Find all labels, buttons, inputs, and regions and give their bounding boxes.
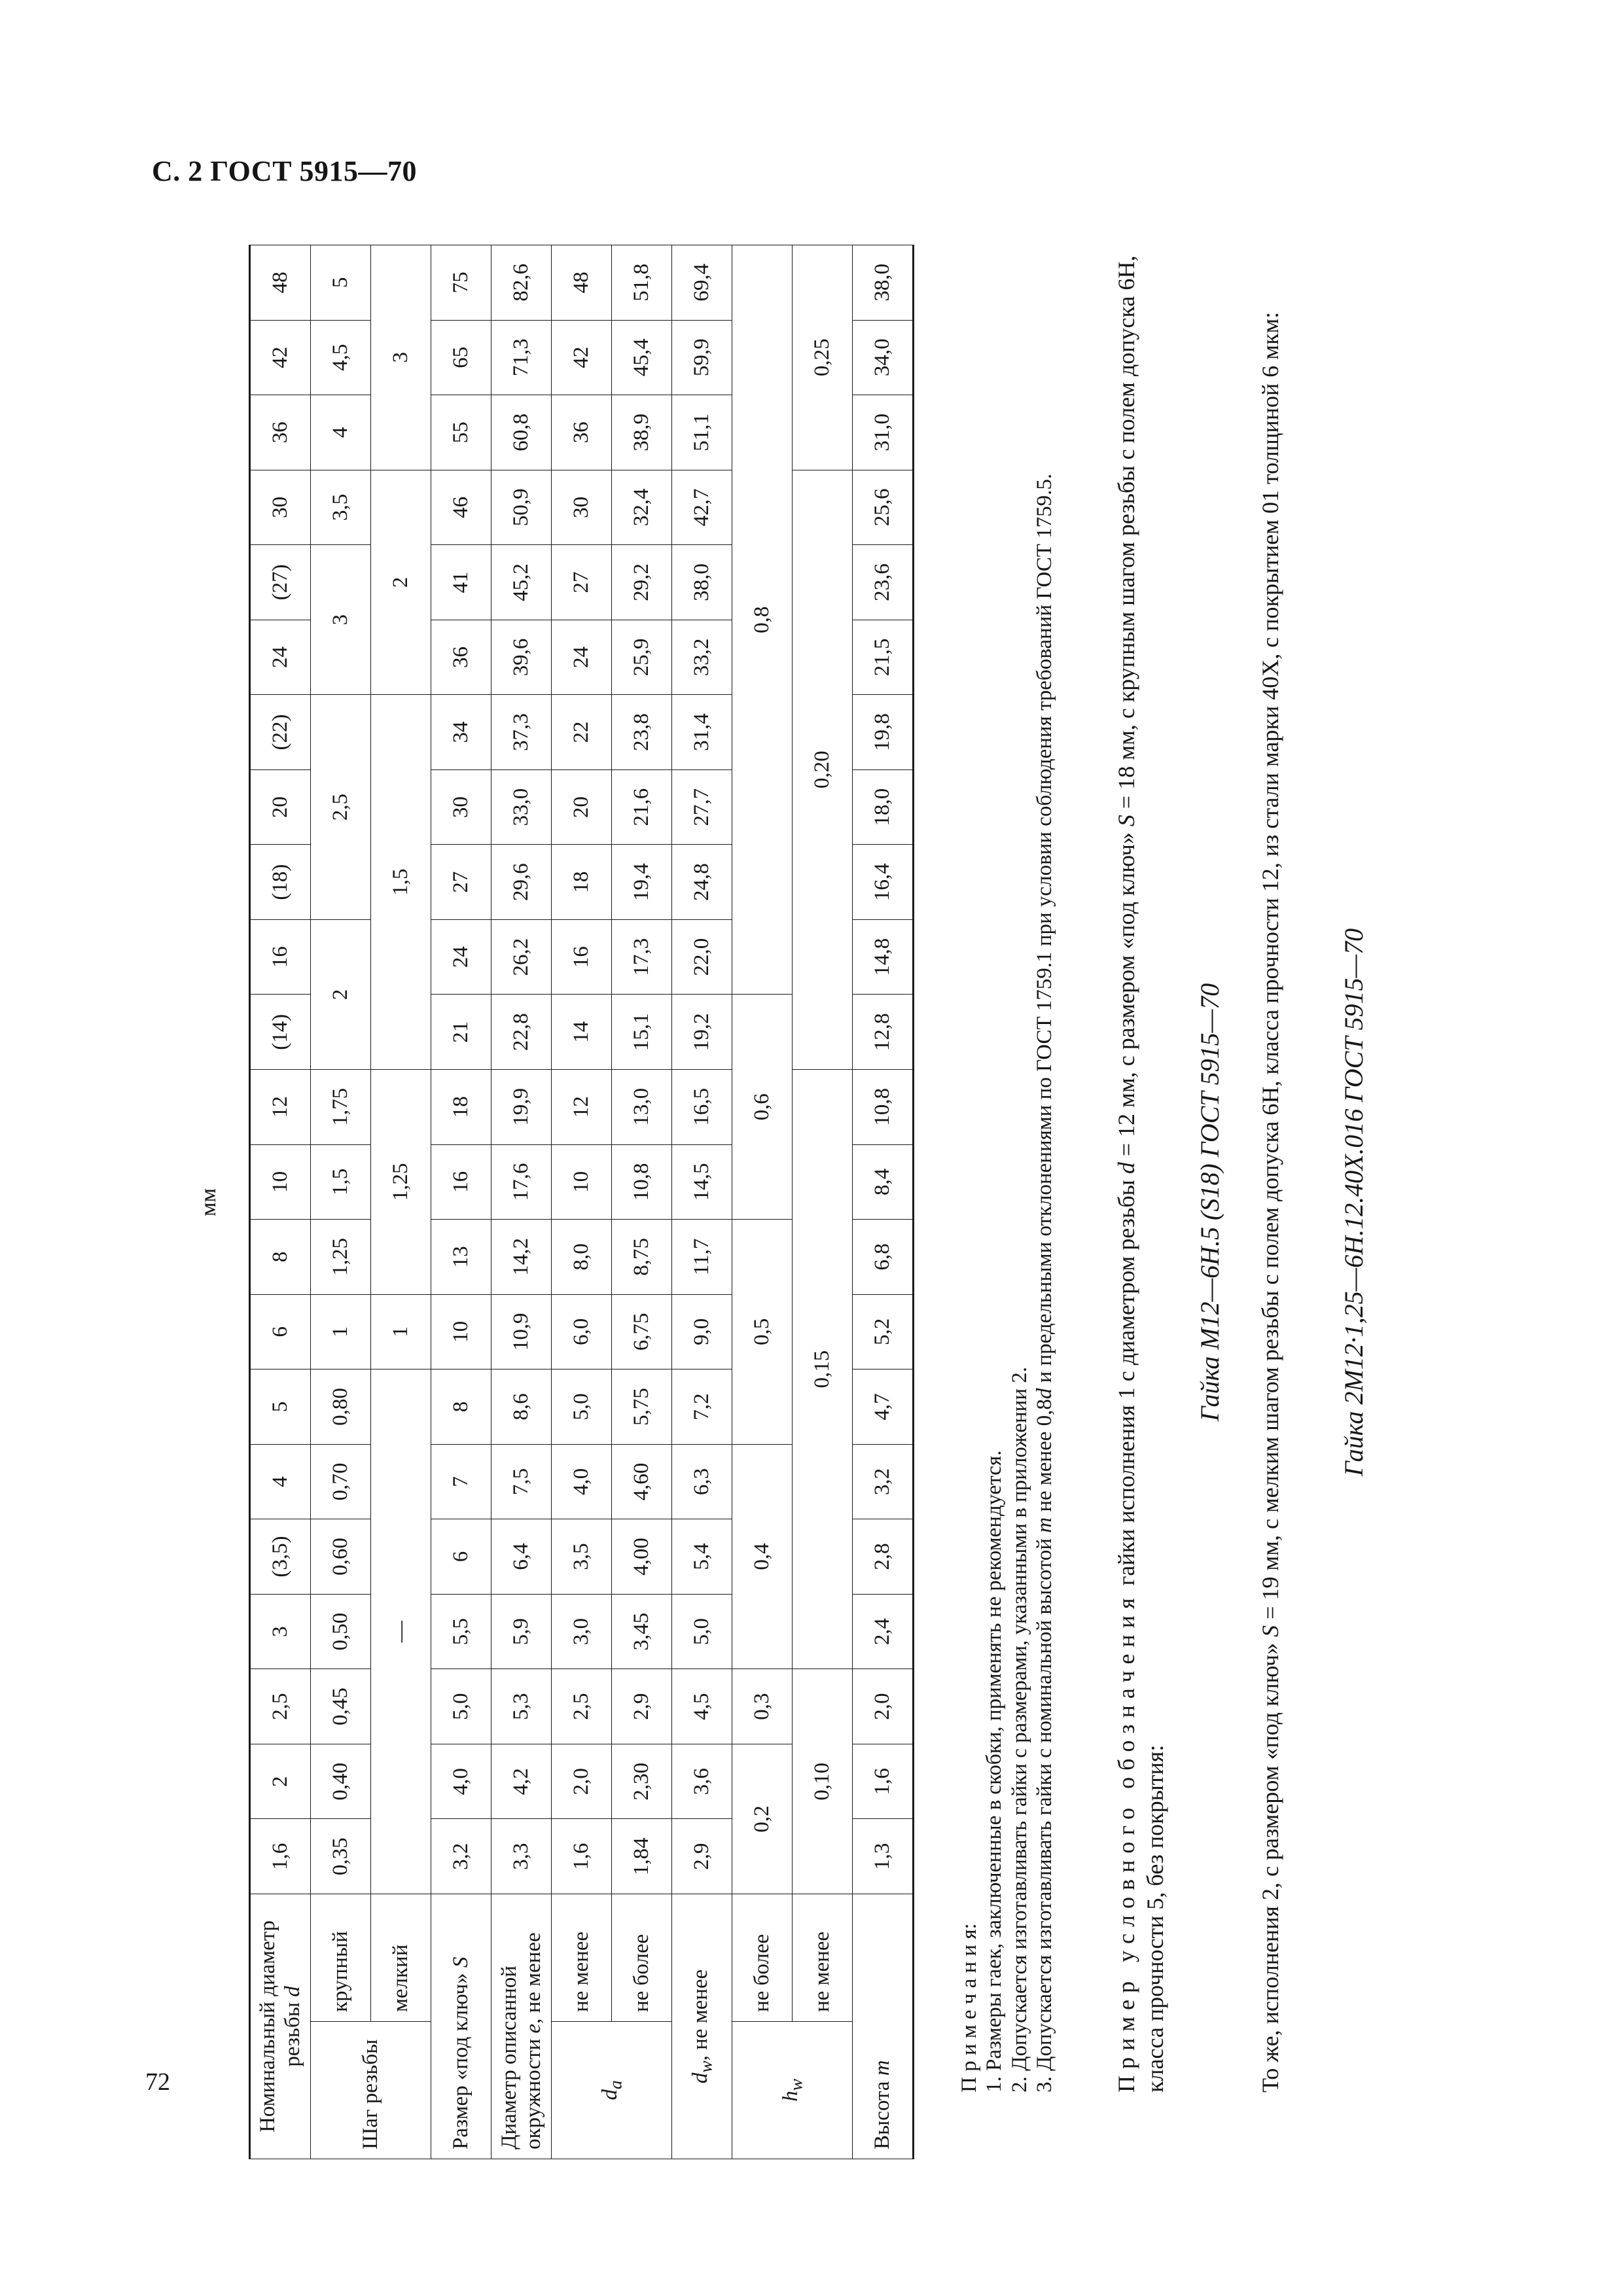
pitch-coarse-cell: 0,35 <box>311 1819 371 1894</box>
da-min-cell: 1,6 <box>552 1819 612 1894</box>
example-1-text: Пример условного обозначения гайки исполнения 1 с диаметром резьбы d = 12 мм, с размером «под ключ» S = 18 мм, с крупным шагом резьбы с полем допуска 6Н, класса прочности 5, без покрытия: <box>1113 255 1168 2093</box>
da-max-cell: 10,8 <box>612 1144 672 1220</box>
da-max-cell: 15,1 <box>612 995 672 1070</box>
row-pitch-fine <box>371 245 431 2159</box>
da-max-cell: 6,75 <box>612 1294 672 1369</box>
dw-min-cell: 7,2 <box>672 1369 732 1445</box>
circle-diameter-cell: 82,6 <box>491 245 552 320</box>
pitch-coarse-cell: 3,5 <box>311 470 371 545</box>
row-dw-min <box>672 245 732 2159</box>
row-nominal-diameter <box>250 245 311 2159</box>
notes-block <box>957 250 1057 2147</box>
hw-max-cell: 0,5 <box>732 1220 793 1445</box>
diameter-cell: 5 <box>250 1369 311 1445</box>
height-cell: 23,6 <box>853 545 914 620</box>
diameter-cell: 4 <box>250 1444 311 1519</box>
circle-diameter-cell: 6,4 <box>491 1519 552 1595</box>
notes-heading: П р и м е ч а н и я: <box>957 1923 981 2093</box>
diameter-cell: 6 <box>250 1294 311 1369</box>
dw-min-cell: 42,7 <box>672 470 732 545</box>
da-min-cell: 10 <box>552 1144 612 1220</box>
wrench-size-cell: 18 <box>431 1069 491 1144</box>
diameter-cell: (18) <box>250 845 311 920</box>
circle-diameter-cell: 5,3 <box>491 1669 552 1744</box>
da-max-cell: 51,8 <box>612 245 672 320</box>
pitch-fine-cell: 1,5 <box>371 695 431 1070</box>
designation-example-1 <box>1113 250 1170 2147</box>
height-cell: 38,0 <box>853 245 914 320</box>
hw-max-cell: 0,4 <box>732 1444 793 1669</box>
height-cell: 3,2 <box>853 1444 914 1519</box>
label-da: $d_a$ <box>552 2022 672 2159</box>
pitch-coarse-cell: 5 <box>311 245 371 320</box>
label-hw-not-less: не менее <box>793 1894 853 2022</box>
wrench-size-cell: 46 <box>431 470 491 545</box>
note-2: 2. Допускается изготавливать гайки с размерами, указанными в приложении 2. <box>1007 1367 1031 2093</box>
pitch-coarse-cell: 3 <box>311 545 371 695</box>
da-max-cell: 5,75 <box>612 1369 672 1445</box>
diameter-cell: 36 <box>250 395 311 470</box>
dw-min-cell: 27,7 <box>672 769 732 845</box>
dw-min-cell: 6,3 <box>672 1444 732 1519</box>
designation-1: Гайка М12—6Н.5 (S18) ГОСТ 5915—70 <box>1195 983 1224 1422</box>
pitch-coarse-cell: 1 <box>311 1294 371 1369</box>
pitch-coarse-cell: 1,75 <box>311 1069 371 1144</box>
da-max-cell: 13,0 <box>612 1069 672 1144</box>
diameter-cell: 12 <box>250 1069 311 1144</box>
height-cell: 1,6 <box>853 1744 914 1819</box>
da-min-cell: 14 <box>552 995 612 1070</box>
height-cell: 34,0 <box>853 320 914 395</box>
wrench-size-cell: 24 <box>431 919 491 995</box>
pitch-coarse-cell: 1,5 <box>311 1144 371 1220</box>
da-max-cell: 32,4 <box>612 470 672 545</box>
wrench-size-cell: 65 <box>431 320 491 395</box>
diameter-cell: 3 <box>250 1594 311 1669</box>
label-dw: $d_w$, не менее <box>672 1894 732 2159</box>
diameter-cell: 1,6 <box>250 1819 311 1894</box>
wrench-size-cell: 3,2 <box>431 1819 491 1894</box>
pitch-fine-cell: — <box>371 1369 431 1894</box>
da-min-cell: 42 <box>552 320 612 395</box>
note-1: 1. Размеры гаек, заключенные в скобки, применять не рекомендуется. <box>982 1450 1007 2093</box>
circle-diameter-cell: 14,2 <box>491 1220 552 1295</box>
pitch-coarse-cell: 2,5 <box>311 695 371 920</box>
height-cell: 6,8 <box>853 1220 914 1295</box>
dw-min-cell: 5,4 <box>672 1519 732 1595</box>
wrench-size-cell: 8 <box>431 1369 491 1445</box>
diameter-cell: 2 <box>250 1744 311 1819</box>
da-max-cell: 17,3 <box>612 919 672 995</box>
wrench-size-cell: 6 <box>431 1519 491 1595</box>
pitch-fine-cell: 2 <box>371 470 431 695</box>
dw-min-cell: 31,4 <box>672 695 732 770</box>
dw-min-cell: 16,5 <box>672 1069 732 1144</box>
hw-max-cell: 0,2 <box>732 1744 793 1894</box>
label-coarse: крупный <box>311 1894 371 2022</box>
da-min-cell: 20 <box>552 769 612 845</box>
diameter-cell: 48 <box>250 245 311 320</box>
da-max-cell: 1,84 <box>612 1819 672 1894</box>
height-cell: 4,7 <box>853 1369 914 1445</box>
height-cell: 31,0 <box>853 395 914 470</box>
circle-diameter-cell: 45,2 <box>491 545 552 620</box>
label-wrench-size: Размер «под ключ» S <box>431 1894 491 2159</box>
diameter-cell: (14) <box>250 995 311 1070</box>
row-height <box>853 245 914 2159</box>
da-min-cell: 22 <box>552 695 612 770</box>
diameter-cell: 2,5 <box>250 1669 311 1744</box>
da-min-cell: 12 <box>552 1069 612 1144</box>
circle-diameter-cell: 22,8 <box>491 995 552 1070</box>
da-max-cell: 45,4 <box>612 320 672 395</box>
label-hw: $h_w$ <box>732 2022 853 2159</box>
hw-min-cell: 0,20 <box>793 470 853 1069</box>
label-da-not-more: не более <box>612 1894 672 2022</box>
diameter-cell: 16 <box>250 919 311 995</box>
da-min-cell: 2,0 <box>552 1744 612 1819</box>
wrench-size-cell: 13 <box>431 1220 491 1295</box>
da-min-cell: 30 <box>552 470 612 545</box>
dw-min-cell: 69,4 <box>672 245 732 320</box>
row-circle-diameter <box>491 245 552 2159</box>
label-height: Высота m <box>853 1894 914 2159</box>
da-min-cell: 24 <box>552 620 612 695</box>
hw-min-cell: 0,15 <box>793 1069 853 1669</box>
row-wrench-size <box>431 245 491 2159</box>
da-min-cell: 8,0 <box>552 1220 612 1295</box>
pitch-coarse-cell: 0,50 <box>311 1594 371 1669</box>
wrench-size-cell: 27 <box>431 845 491 920</box>
dw-min-cell: 19,2 <box>672 995 732 1070</box>
circle-diameter-cell: 60,8 <box>491 395 552 470</box>
height-cell: 8,4 <box>853 1144 914 1220</box>
height-cell: 18,0 <box>853 769 914 845</box>
circle-diameter-cell: 8,6 <box>491 1369 552 1445</box>
wrench-size-cell: 55 <box>431 395 491 470</box>
pitch-coarse-cell: 0,60 <box>311 1519 371 1595</box>
height-cell: 2,0 <box>853 1669 914 1744</box>
hw-max-cell: 0,3 <box>732 1669 793 1744</box>
diameter-cell: 24 <box>250 620 311 695</box>
dw-min-cell: 2,9 <box>672 1819 732 1894</box>
row-hw-max <box>732 245 793 2159</box>
diameter-cell: 20 <box>250 769 311 845</box>
wrench-size-cell: 10 <box>431 1294 491 1369</box>
row-da-max <box>612 245 672 2159</box>
dw-min-cell: 51,1 <box>672 395 732 470</box>
da-max-cell: 8,75 <box>612 1220 672 1295</box>
wrench-size-cell: 30 <box>431 769 491 845</box>
dw-min-cell: 33,2 <box>672 620 732 695</box>
dw-min-cell: 5,0 <box>672 1594 732 1669</box>
pitch-coarse-cell: 0,45 <box>311 1669 371 1744</box>
da-max-cell: 21,6 <box>612 769 672 845</box>
height-cell: 2,4 <box>853 1594 914 1669</box>
dw-min-cell: 4,5 <box>672 1669 732 1744</box>
dw-min-cell: 3,6 <box>672 1744 732 1819</box>
diameter-cell: 8 <box>250 1220 311 1295</box>
dimensions-table <box>249 245 914 2159</box>
circle-diameter-cell: 50,9 <box>491 470 552 545</box>
da-min-cell: 36 <box>552 395 612 470</box>
dw-min-cell: 24,8 <box>672 845 732 920</box>
diameter-cell: 10 <box>250 1144 311 1220</box>
height-cell: 5,2 <box>853 1294 914 1369</box>
wrench-size-cell: 5,0 <box>431 1669 491 1744</box>
label-thread-pitch: Шаг резьбы <box>311 2022 431 2159</box>
hw-max-cell: 0,8 <box>732 245 793 994</box>
da-min-cell: 3,5 <box>552 1519 612 1595</box>
page-number: 72 <box>145 2068 170 2096</box>
height-cell: 2,8 <box>853 1519 914 1595</box>
height-cell: 16,4 <box>853 845 914 920</box>
circle-diameter-cell: 4,2 <box>491 1744 552 1819</box>
da-min-cell: 6,0 <box>552 1294 612 1369</box>
dw-min-cell: 11,7 <box>672 1220 732 1295</box>
designation-example-2 <box>1257 250 1285 2147</box>
hw-max-cell: 0,6 <box>732 995 793 1220</box>
hw-min-cell: 0,25 <box>793 245 853 470</box>
height-cell: 1,3 <box>853 1819 914 1894</box>
da-max-cell: 23,8 <box>612 695 672 770</box>
hw-min-cell: 0,10 <box>793 1669 853 1894</box>
circle-diameter-cell: 37,3 <box>491 695 552 770</box>
example-2-text: То же, исполнения 2, с размером «под ключ» S = 19 мм, с мелким шагом резьбы с полем допуска 6Н, класса прочности 12, из стали марки 40Х, с покрытием 01 толщиной 6 мкм: <box>1257 311 1283 2093</box>
diameter-cell: (27) <box>250 545 311 620</box>
circle-diameter-cell: 29,6 <box>491 845 552 920</box>
dw-min-cell: 14,5 <box>672 1144 732 1220</box>
wrench-size-cell: 4,0 <box>431 1744 491 1819</box>
da-min-cell: 16 <box>552 919 612 995</box>
label-circle-diameter: Диаметр описанной окружности e, не менее <box>491 1894 552 2159</box>
row-da-min <box>552 245 612 2159</box>
wrench-size-cell: 5,5 <box>431 1594 491 1669</box>
row-pitch-coarse <box>311 245 371 2159</box>
circle-diameter-cell: 19,9 <box>491 1069 552 1144</box>
circle-diameter-cell: 10,9 <box>491 1294 552 1369</box>
da-min-cell: 2,5 <box>552 1669 612 1744</box>
circle-diameter-cell: 39,6 <box>491 620 552 695</box>
diameter-cell: (3,5) <box>250 1519 311 1595</box>
da-max-cell: 4,60 <box>612 1444 672 1519</box>
wrench-size-cell: 36 <box>431 620 491 695</box>
diameter-cell: 30 <box>250 470 311 545</box>
da-max-cell: 25,9 <box>612 620 672 695</box>
dw-min-cell: 9,0 <box>672 1294 732 1369</box>
designation-2: Гайка 2М12·1,25—6Н.12.40Х.016 ГОСТ 5915—70 <box>1339 928 1368 1477</box>
da-min-cell: 27 <box>552 545 612 620</box>
pitch-coarse-cell: 4 <box>311 395 371 470</box>
da-min-cell: 18 <box>552 845 612 920</box>
pitch-fine-cell: 3 <box>371 245 431 470</box>
height-cell: 12,8 <box>853 995 914 1070</box>
pitch-coarse-cell: 4,5 <box>311 320 371 395</box>
circle-diameter-cell: 33,0 <box>491 769 552 845</box>
da-max-cell: 2,30 <box>612 1744 672 1819</box>
wrench-size-cell: 16 <box>431 1144 491 1220</box>
wrench-size-cell: 41 <box>431 545 491 620</box>
height-cell: 14,8 <box>853 919 914 995</box>
da-min-cell: 4,0 <box>552 1444 612 1519</box>
pitch-coarse-cell: 0,80 <box>311 1369 371 1445</box>
dw-min-cell: 22,0 <box>672 919 732 995</box>
note-3: 3. Допускается изготавливать гайки с номинальной высотой m не менее 0,8d и предельными отклонениями по ГОСТ 1759.1 при условии соблюдения требований ГОСТ 1759.5. <box>1032 473 1056 2093</box>
height-cell: 19,8 <box>853 695 914 770</box>
da-max-cell: 19,4 <box>612 845 672 920</box>
circle-diameter-cell: 3,3 <box>491 1819 552 1894</box>
da-min-cell: 48 <box>552 245 612 320</box>
diameter-cell: 42 <box>250 320 311 395</box>
da-max-cell: 2,9 <box>612 1669 672 1744</box>
label-da-not-less: не менее <box>552 1894 612 2022</box>
label-fine: мелкий <box>371 1894 431 2022</box>
pitch-coarse-cell: 2 <box>311 919 371 1069</box>
height-cell: 21,5 <box>853 620 914 695</box>
wrench-size-cell: 7 <box>431 1444 491 1519</box>
da-max-cell: 38,9 <box>612 395 672 470</box>
label-nominal-diameter: Номинальный диаметр резьбы d <box>250 1894 311 2159</box>
pitch-fine-cell: 1 <box>371 1294 431 1369</box>
da-max-cell: 29,2 <box>612 545 672 620</box>
dw-min-cell: 38,0 <box>672 545 732 620</box>
units-label: мм <box>196 1188 221 1217</box>
wrench-size-cell: 75 <box>431 245 491 320</box>
dw-min-cell: 59,9 <box>672 320 732 395</box>
pitch-coarse-cell: 1,25 <box>311 1220 371 1295</box>
wrench-size-cell: 34 <box>431 695 491 770</box>
circle-diameter-cell: 17,6 <box>491 1144 552 1220</box>
da-min-cell: 5,0 <box>552 1369 612 1445</box>
row-hw-min <box>793 245 853 2159</box>
circle-diameter-cell: 7,5 <box>491 1444 552 1519</box>
da-max-cell: 3,45 <box>612 1594 672 1669</box>
diameter-cell: (22) <box>250 695 311 770</box>
height-cell: 25,6 <box>853 470 914 545</box>
pitch-coarse-cell: 0,40 <box>311 1744 371 1819</box>
circle-diameter-cell: 5,9 <box>491 1594 552 1669</box>
circle-diameter-cell: 26,2 <box>491 919 552 995</box>
rotated-content <box>196 196 1374 2159</box>
da-min-cell: 3,0 <box>552 1594 612 1669</box>
pitch-coarse-cell: 0,70 <box>311 1444 371 1519</box>
circle-diameter-cell: 71,3 <box>491 320 552 395</box>
pitch-fine-cell: 1,25 <box>371 1069 431 1294</box>
height-cell: 10,8 <box>853 1069 914 1144</box>
label-hw-not-more: не более <box>732 1894 793 2022</box>
page-header: С. 2 ГОСТ 5915—70 <box>152 155 418 187</box>
wrench-size-cell: 21 <box>431 995 491 1070</box>
da-max-cell: 4,00 <box>612 1519 672 1595</box>
